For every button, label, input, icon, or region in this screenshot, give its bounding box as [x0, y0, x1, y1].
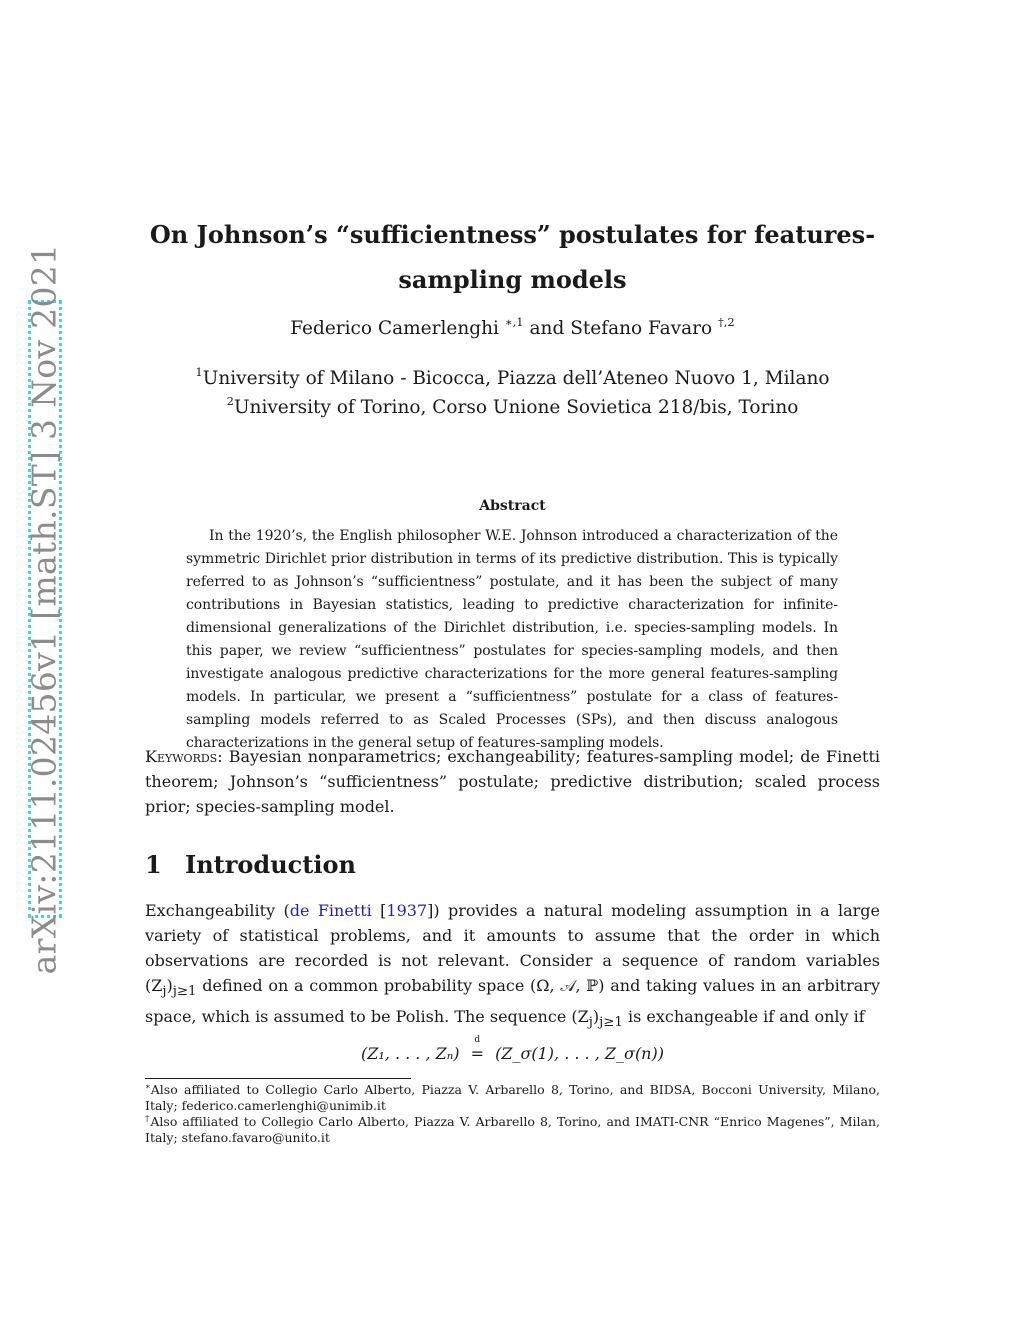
- abstract-body: In the 1920’s, the English philosopher W.E. Johnson introduced a characterization of the symmetric Dirichlet prior distribution in terms of its predictive distribution. This is typically referred to as Johnson’s “sufficientness” postulate, and it has been the subject of many contributions in Bayesian statistics, leading to predictive characterization for infinite-dimensional generalizations of the Dirichlet distribution, i.e. species-sampling models. In this paper, we review “sufficientness” postulates for species-sampling models, and then investigate analogous predictive characterizations for the more general features-sampling models. In particular, we present a “sufficientness” postulate for a class of features-sampling models referred to as Scaled Processes (SPs), and then discuss analogous characterizations in the general setup of features-sampling models.: [186, 528, 838, 751]
- affiliation: [145, 365, 880, 389]
- math-paren: ): [166, 976, 173, 995]
- section-number: 1: [145, 850, 162, 879]
- footnote-mark: †: [145, 1114, 151, 1124]
- intro-text: ]) provides a natural modeling assumption in a large variety of statistical problems, and it amounts to assume that the order in which observations are recorded is not relevant. Consider a sequence of random variables (Z: [145, 901, 880, 995]
- intro-text: defined on a common probability space (Ω, 𝒜, ℙ) and taking values in an arbitrary space, which is assumed to be Polish. The sequence (Z: [145, 976, 880, 1027]
- math-paren: ): [592, 1007, 600, 1027]
- affiliation: [145, 394, 880, 418]
- display-equation: [145, 1035, 880, 1063]
- affiliation-mark: 2: [226, 394, 234, 408]
- equation-lhs: (Z₁, . . . , Zₙ): [361, 1044, 460, 1063]
- citation-author-link[interactable]: de Finetti: [289, 901, 372, 920]
- keywords-label: Keywords:: [145, 747, 223, 766]
- keywords-text: Bayesian nonparametrics; exchangeability; features-sampling model; de Finetti theorem; Johnson’s “sufficientness” postulate; predictive distribution; scaled process prior; species-sampling model.: [145, 747, 881, 816]
- author-name: Stefano Favaro: [570, 318, 713, 339]
- math-subscript: j≥1: [172, 984, 197, 1000]
- equation-relation-symbol: =: [470, 1044, 484, 1063]
- math-subscript: j≥1: [599, 1015, 623, 1031]
- section-heading: [145, 850, 356, 879]
- footnote-rule: [145, 1078, 411, 1079]
- arxiv-identifier[interactable]: arXiv:2111.02456v1 [math.ST] 3 Nov 2021: [24, 243, 64, 975]
- affiliation-text: University of Torino, Corso Unione Sovietica 218/bis, Torino: [233, 397, 799, 418]
- author-conjunction: and: [529, 318, 565, 339]
- math-subscript: j: [162, 984, 167, 1000]
- author-mark: ∗,1: [504, 315, 524, 329]
- footnote-mark: ∗: [145, 1082, 151, 1092]
- citation-year-link[interactable]: 1937: [386, 901, 428, 920]
- footnote-text: Also affiliated to Collegio Carlo Alberto, Piazza V. Arbarello 8, Torino, and BIDSA, Bocconi University, Milano, Italy; federico.camerlenghi@unimib.it: [145, 1082, 880, 1113]
- author-name: Federico Camerlenghi: [290, 318, 499, 339]
- intro-text: is exchangeable if and only if: [622, 1007, 865, 1027]
- intro-text: Exchangeability (: [145, 901, 290, 920]
- equation-relation: [465, 1035, 490, 1063]
- footnote: [145, 1082, 880, 1114]
- equation-rhs: (Z_σ(1), . . . , Z_σ(n)): [495, 1044, 664, 1063]
- intro-paragraph: Exchangeability (de Finetti [1937]) provides a natural modeling assumption in a large variety of statistical problems, and it amounts to assume that the order in which observations are recorded is not relevant. Consider a sequence of random variables $(Z_j)_{j\ge 1}$ defined on a common probability space (Ω, 𝒜, ℙ) and taking values in an arbitrary space, which is assumed to be Polish. The sequence $(Z_j)_{j\ge 1}$ is exchangeable if and only if: [145, 901, 880, 1031]
- footnote: [145, 1114, 880, 1146]
- abstract-heading: Abstract: [479, 498, 546, 514]
- paper-title: On Johnson’s “sufficientness” postulates for features-sampling models: [149, 220, 876, 294]
- affiliation-mark: 1: [195, 365, 203, 379]
- math-subscript: j: [588, 1015, 593, 1031]
- affiliation-text: University of Milano - Bicocca, Piazza dell’Ateneo Nuovo 1, Milano: [202, 368, 830, 389]
- author-line: [145, 315, 880, 339]
- author-mark: †,2: [718, 315, 735, 329]
- keywords: [145, 744, 880, 819]
- section-title: Introduction: [185, 850, 356, 879]
- equation-relation-label: d: [474, 1035, 481, 1045]
- footnote-text: Also affiliated to Collegio Carlo Alberto, Piazza V. Arbarello 8, Torino, and IMATI-CNR “Enrico Magenes”, Milan, Italy; stefano.favaro@unito.it: [145, 1114, 881, 1145]
